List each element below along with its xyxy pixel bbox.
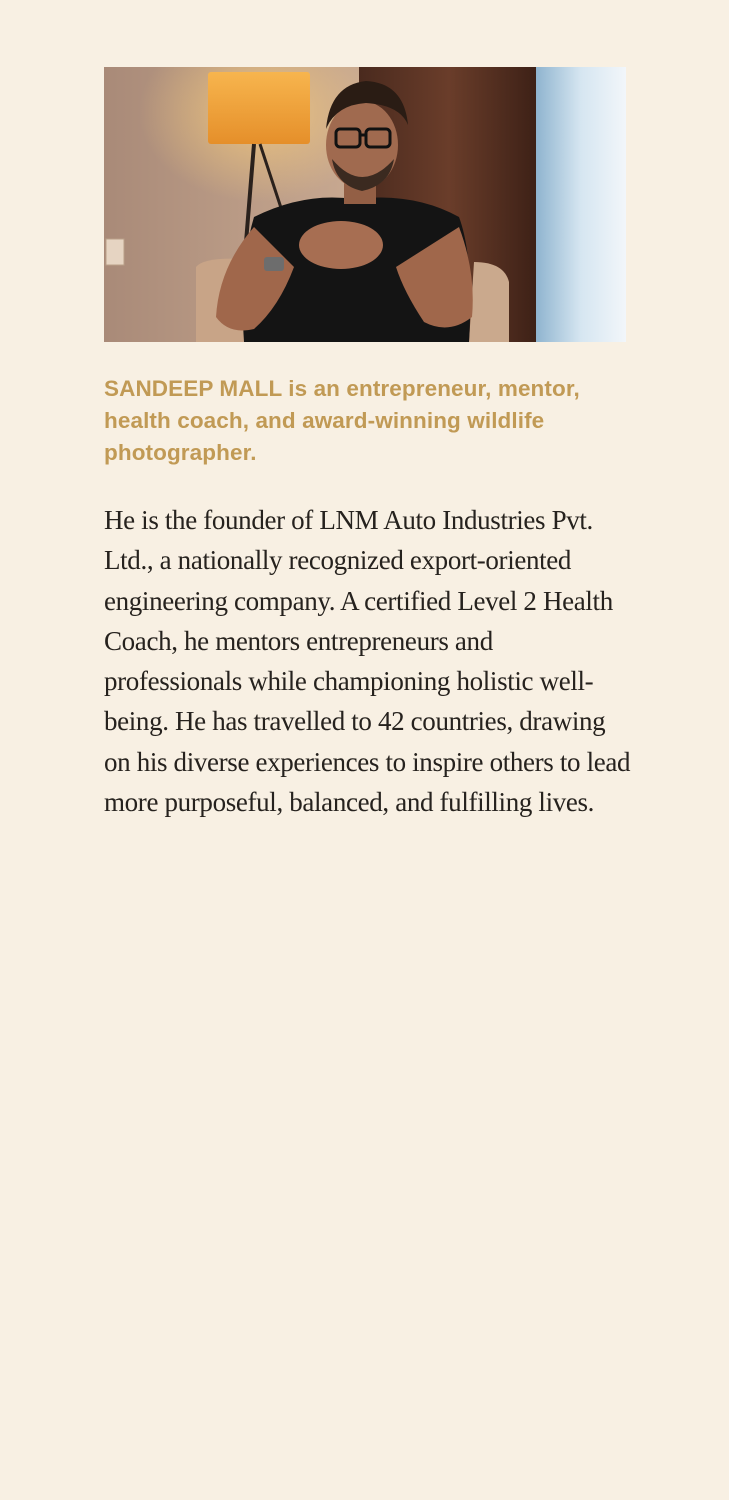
- author-bio-paragraph: He is the founder of LNM Auto Industries Pvt. Ltd., a nationally recognized export-oriented engineering company. A certified Level 2 Health Coach, he mentors entrepreneurs and professionals while championing holistic well-being. He has travelled to 42 countries, drawing on his diverse experiences to inspire others to lead more purposeful, balanced, and fulfilling lives.: [104, 505, 631, 818]
- author-intro: [104, 373, 629, 469]
- author-intro-text: is an entrepreneur, mentor, health coach, and award-winning wildlife photographer.: [104, 376, 580, 465]
- author-name: SANDEEP MALL: [104, 376, 282, 401]
- author-photo: [104, 67, 626, 342]
